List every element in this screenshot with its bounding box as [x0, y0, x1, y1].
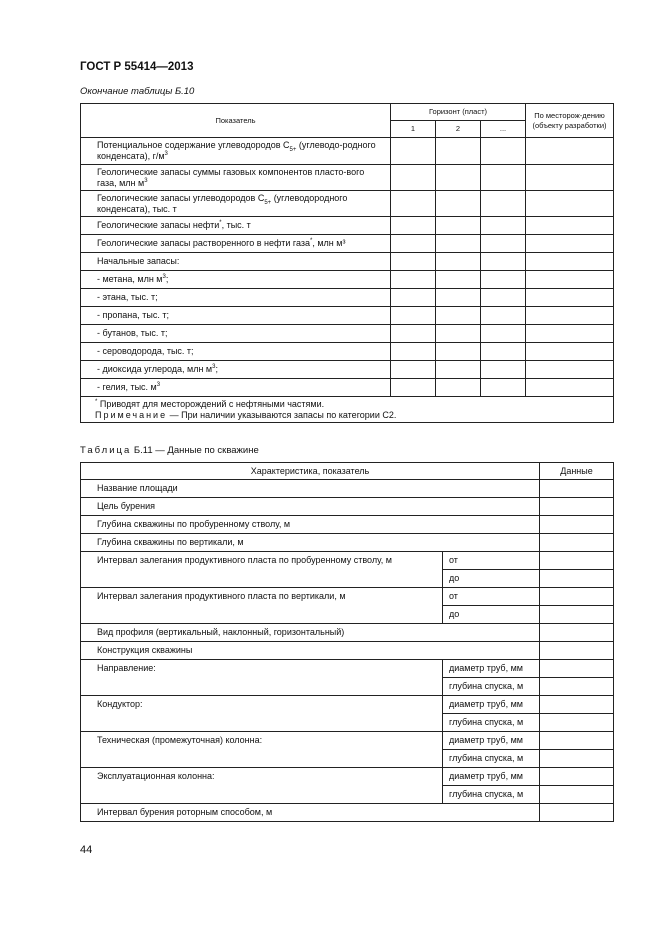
value-cell — [391, 191, 436, 217]
header-horizon: Горизонт (пласт) — [391, 104, 526, 121]
value-cell — [436, 235, 481, 253]
table-row — [81, 804, 614, 822]
row-superscript: * — [310, 238, 313, 244]
row-text: - гелия, тыс. м — [97, 382, 157, 392]
row-text: Геологические запасы растворенного в нефти газа — [97, 238, 310, 248]
table-row — [81, 696, 614, 714]
value-cell — [481, 289, 526, 307]
row-label — [81, 138, 391, 165]
row-text: - метана, млн м — [97, 274, 163, 284]
row-text-cont: (углеводородного конденсата), тыс. т — [97, 192, 348, 214]
table-b11-caption — [80, 445, 259, 456]
row-label: Интервал бурения роторным способом, м — [81, 804, 540, 822]
header-col-2: 2 — [436, 121, 481, 138]
row-text-end: ; — [165, 274, 169, 284]
value-cell — [526, 289, 614, 307]
value-cell — [436, 271, 481, 289]
row-text: Геологические запасы нефти — [97, 220, 220, 230]
row-label: Кондуктор: — [81, 696, 443, 732]
value-cell — [481, 307, 526, 325]
value-cell — [526, 307, 614, 325]
value-cell — [526, 325, 614, 343]
table-b11-caption-text: Б.11 — Данные по скважине — [131, 445, 259, 456]
page-number: 44 — [80, 844, 93, 856]
row-label: Конструкция скважины — [81, 642, 540, 660]
row-text: - бутанов, тыс. т; — [97, 328, 168, 338]
value-cell — [481, 325, 526, 343]
value-cell — [526, 271, 614, 289]
row-param: диаметр труб, мм — [443, 660, 540, 678]
row-label: Эксплуатационная колонна: — [81, 768, 443, 804]
value-cell — [391, 217, 436, 235]
table-row — [81, 307, 614, 325]
value-cell — [436, 325, 481, 343]
table-b10-notes — [81, 397, 614, 423]
value-cell — [436, 361, 481, 379]
row-param: глубина спуска, м — [443, 714, 540, 732]
table-row — [81, 138, 614, 165]
row-text: - сероводорода, тыс. т; — [97, 346, 194, 356]
row-param: от — [443, 552, 540, 570]
row-label: Глубина скважины по пробуренному стволу, м — [81, 516, 540, 534]
header-col-1: 1 — [391, 121, 436, 138]
value-cell — [540, 696, 614, 714]
value-cell — [436, 343, 481, 361]
value-cell — [436, 217, 481, 235]
value-cell — [540, 552, 614, 570]
value-cell — [391, 307, 436, 325]
table-row — [81, 534, 614, 552]
row-param: глубина спуска, м — [443, 786, 540, 804]
value-cell — [526, 379, 614, 397]
value-cell — [540, 804, 614, 822]
value-cell — [526, 217, 614, 235]
footnote-mark: * — [95, 398, 98, 405]
table-row — [81, 624, 614, 642]
table-b11 — [80, 462, 614, 822]
row-label: Глубина скважины по вертикали, м — [81, 534, 540, 552]
value-cell — [540, 786, 614, 804]
value-cell — [436, 379, 481, 397]
table-row — [81, 660, 614, 678]
row-label — [81, 217, 391, 235]
row-text: - диоксида углерода, млн м — [97, 364, 213, 374]
value-cell — [481, 138, 526, 165]
value-cell — [526, 191, 614, 217]
row-superscript: 3 — [156, 382, 161, 388]
table-b10 — [80, 103, 614, 423]
table-row — [81, 516, 614, 534]
table-row — [81, 361, 614, 379]
value-cell — [540, 534, 614, 552]
row-label: Интервал залегания продуктивного пласта по вертикали, м — [81, 588, 443, 624]
table-row — [81, 289, 614, 307]
value-cell — [540, 768, 614, 786]
row-param: глубина спуска, м — [443, 750, 540, 768]
header-deposit: По месторож-дению (объекту разработки) — [526, 104, 614, 138]
row-param: от — [443, 588, 540, 606]
table-row — [81, 253, 614, 271]
value-cell — [481, 343, 526, 361]
row-superscript: 3 — [164, 151, 168, 157]
value-cell — [391, 325, 436, 343]
row-label: Вид профиля (вертикальный, наклонный, горизонтальный) — [81, 624, 540, 642]
table-row — [81, 768, 614, 786]
value-cell — [540, 678, 614, 696]
document-id: ГОСТ Р 55414—2013 — [80, 61, 194, 73]
value-cell — [436, 307, 481, 325]
header-indicator: Показатель — [81, 104, 391, 138]
table-row — [81, 271, 614, 289]
value-cell — [436, 253, 481, 271]
value-cell — [391, 361, 436, 379]
table-b11-caption-label: Таблица — [80, 445, 132, 456]
row-param: диаметр труб, мм — [443, 732, 540, 750]
row-text: Потенциальное содержание углеводородов С — [97, 140, 290, 150]
row-text-end: ; — [215, 364, 218, 374]
table-row — [81, 217, 614, 235]
value-cell — [391, 379, 436, 397]
value-cell — [540, 498, 614, 516]
value-cell — [436, 138, 481, 165]
row-param: диаметр труб, мм — [443, 768, 540, 786]
row-label — [81, 235, 391, 253]
row-text: - этана, тыс. т; — [97, 292, 158, 302]
row-text-end: , тыс. т — [221, 220, 251, 230]
row-subscript: 5+ — [264, 199, 272, 206]
row-param: глубина спуска, м — [443, 678, 540, 696]
table-row — [81, 480, 614, 498]
row-text-cont: (углеводо-родного конденсата), г/м — [97, 140, 376, 161]
value-cell — [526, 253, 614, 271]
row-label: Цель бурения — [81, 498, 540, 516]
table-row — [81, 552, 614, 570]
table-row — [81, 235, 614, 253]
value-cell — [540, 624, 614, 642]
value-cell — [526, 361, 614, 379]
table-b10-caption: Окончание таблицы Б.10 — [80, 86, 195, 97]
value-cell — [481, 271, 526, 289]
note-label: Примечание — [95, 409, 168, 420]
row-label — [81, 165, 391, 191]
value-cell — [526, 235, 614, 253]
table-row — [81, 191, 614, 217]
value-cell — [481, 165, 526, 191]
value-cell — [391, 138, 436, 165]
row-text: Начальные запасы: — [97, 256, 180, 266]
row-superscript: * — [219, 220, 222, 226]
value-cell — [526, 165, 614, 191]
value-cell — [540, 588, 614, 606]
value-cell — [481, 191, 526, 217]
value-cell — [391, 253, 436, 271]
row-subscript: 5+ — [289, 146, 297, 153]
row-label: Интервал залегания продуктивного пласта по пробуренному стволу, м — [81, 552, 443, 588]
value-cell — [526, 138, 614, 165]
header-characteristic: Характеристика, показатель — [81, 463, 540, 480]
row-text: Геологические запасы суммы газовых компонентов пласто-вого газа, млн м — [97, 166, 365, 188]
row-label: Название площади — [81, 480, 540, 498]
table-row — [81, 642, 614, 660]
value-cell — [540, 750, 614, 768]
value-cell — [391, 235, 436, 253]
note-text: — При наличии указываются запасы по категории С2. — [167, 409, 397, 420]
value-cell — [481, 379, 526, 397]
value-cell — [391, 165, 436, 191]
row-superscript: 3 — [162, 274, 166, 280]
row-label: Техническая (промежуточная) колонна: — [81, 732, 443, 768]
value-cell — [481, 361, 526, 379]
header-col-3: ... — [481, 121, 526, 138]
row-label — [81, 271, 391, 289]
value-cell — [391, 271, 436, 289]
value-cell — [540, 642, 614, 660]
value-cell — [540, 570, 614, 588]
value-cell — [540, 660, 614, 678]
value-cell — [436, 165, 481, 191]
row-label — [81, 361, 391, 379]
value-cell — [540, 480, 614, 498]
row-label — [81, 289, 391, 307]
table-row — [81, 343, 614, 361]
value-cell — [540, 606, 614, 624]
value-cell — [436, 191, 481, 217]
row-label — [81, 325, 391, 343]
value-cell — [540, 516, 614, 534]
table-row — [81, 325, 614, 343]
row-param: до — [443, 570, 540, 588]
value-cell — [526, 343, 614, 361]
row-text: - пропана, тыс. т; — [97, 310, 169, 320]
row-text: Геологические запасы углеводородов С — [97, 192, 265, 203]
value-cell — [481, 235, 526, 253]
header-data: Данные — [540, 463, 614, 480]
value-cell — [481, 253, 526, 271]
row-superscript: 3 — [212, 364, 216, 370]
row-superscript: 3 — [144, 177, 148, 184]
table-row — [81, 379, 614, 397]
value-cell — [481, 217, 526, 235]
table-row — [81, 498, 614, 516]
row-label — [81, 343, 391, 361]
row-label — [81, 191, 391, 217]
footnote-text: Приводят для месторождений с нефтяными частями. — [97, 398, 325, 409]
row-label: Направление: — [81, 660, 443, 696]
row-label — [81, 307, 391, 325]
value-cell — [540, 714, 614, 732]
row-label — [81, 253, 391, 271]
value-cell — [540, 732, 614, 750]
value-cell — [391, 343, 436, 361]
table-row — [81, 165, 614, 191]
value-cell — [391, 289, 436, 307]
value-cell — [436, 289, 481, 307]
row-label — [81, 379, 391, 397]
row-param: диаметр труб, мм — [443, 696, 540, 714]
table-row — [81, 732, 614, 750]
row-text-end: , млн м³ — [312, 238, 346, 248]
table-row — [81, 588, 614, 606]
row-param: до — [443, 606, 540, 624]
